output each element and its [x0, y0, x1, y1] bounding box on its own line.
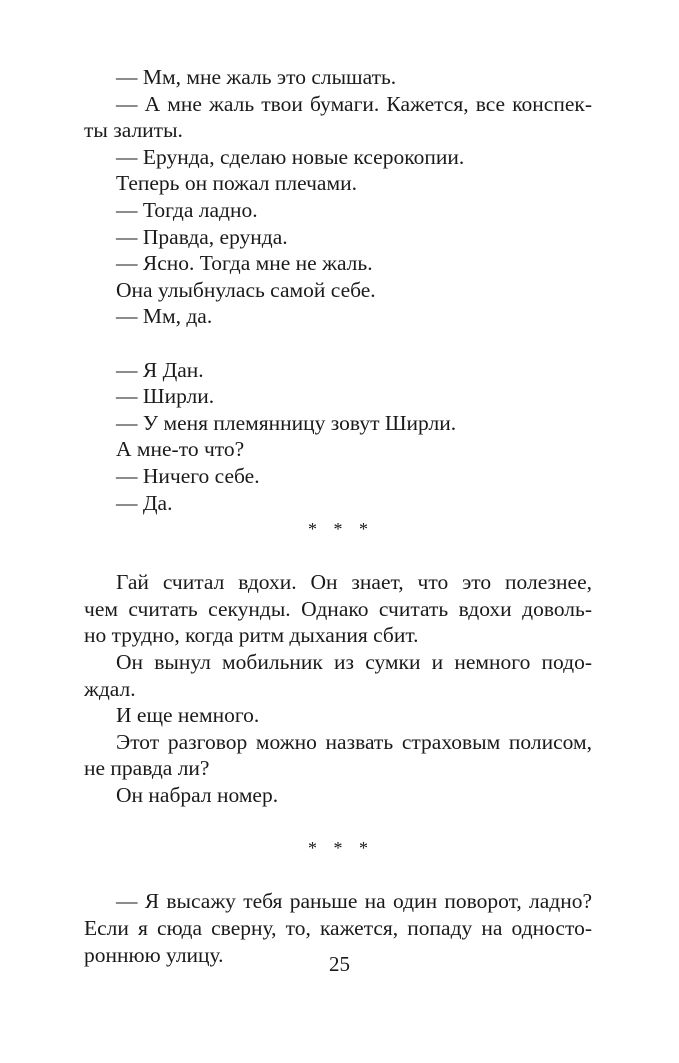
- text-line: — Правда, ерунда.: [116, 224, 288, 249]
- text-line: Он набрал номер.: [116, 783, 279, 808]
- text-line: — Я Дан.: [116, 357, 204, 382]
- text-line: И еще немного.: [116, 703, 260, 728]
- text-line: — Тогда ладно.: [116, 197, 258, 222]
- text-line: Если я сюда сверну, то, кажется, попаду на односто-: [84, 916, 592, 940]
- text-line: — А мне жаль твои бумаги. Кажется, все конспек-: [116, 91, 592, 116]
- text-line: А мне-то что?: [116, 437, 245, 462]
- section-separator: * * *: [308, 519, 374, 540]
- text-line: — Ширли.: [116, 384, 215, 409]
- text-line: ты залиты.: [84, 118, 183, 143]
- text-line: Теперь он пожал плечами.: [116, 171, 357, 196]
- text-line: — У меня племянницу зовут Ширли.: [116, 410, 457, 435]
- text-line: — Мм, мне жаль это слышать.: [116, 65, 397, 89]
- text-line: — Ясно. Тогда мне не жаль.: [116, 251, 373, 276]
- section-separator: * * *: [308, 838, 374, 859]
- page-number: 25: [329, 952, 350, 976]
- text-line: — Я высажу тебя раньше на один поворот, ладно?: [116, 889, 592, 914]
- text-line: не правда ли?: [84, 756, 210, 781]
- text-line: ждал.: [84, 676, 136, 701]
- text-line: роннюю улицу.: [84, 942, 224, 967]
- text-line: Она улыбнулась самой себе.: [116, 277, 376, 302]
- text-line: Этот разговор можно назвать страховым полисом,: [116, 729, 592, 754]
- text-line: чем считать секунды. Однако считать вдохи доволь-: [84, 596, 592, 621]
- text-line: Гай считал вдохи. Он знает, что это полезнее,: [116, 570, 592, 595]
- page-body: [84, 64, 592, 968]
- text-line: — Да.: [116, 490, 173, 515]
- text-line: — Мм, да.: [116, 304, 213, 329]
- text-line: Он вынул мобильник из сумки и немного подо-: [116, 650, 592, 675]
- text-line: но трудно, когда ритм дыхания сбит.: [84, 623, 419, 648]
- blank-line: [84, 330, 592, 357]
- text-line: — Ерунда, сделаю новые ксерокопии.: [116, 144, 465, 169]
- text-line: — Ничего себе.: [116, 463, 260, 488]
